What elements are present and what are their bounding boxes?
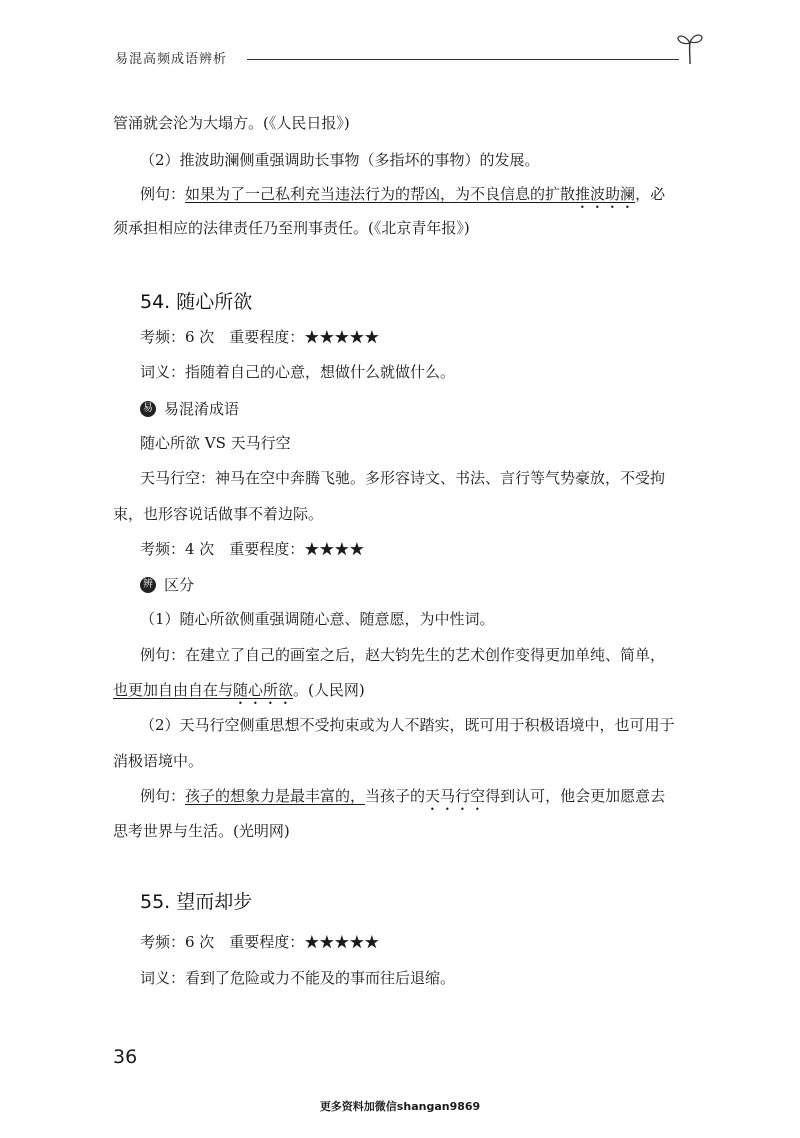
badge-label: 区分 (164, 576, 195, 594)
frequency-line: 考频：4 次 重要程度：★★★★ (140, 540, 365, 558)
underlined-clause: 孩子的想象力是最丰富的， (185, 787, 366, 805)
text-line: 须承担相应的法律责任乃至刑事责任。(《北京青年报》) (113, 219, 470, 237)
distinction-section-label (140, 574, 194, 595)
example-label: 例句： (140, 185, 186, 203)
idiom-heading-54: 54. 随心所欲 (140, 291, 253, 313)
text-line: （1）随心所欲侧重强调随心意、随意愿，为中性词。 (140, 610, 495, 628)
text-line: 例句：在建立了自己的画室之后，赵大钧先生的艺术创作变得更加单纯、简单， (140, 646, 666, 664)
sentence-tail: 得到认可，他会更加愿意去 (485, 787, 666, 805)
underlined-clause: 为不良信息的扩散 (455, 185, 576, 203)
header-rule (247, 59, 679, 60)
text-line: 天马行空：神马在空中奔腾飞驰。多形容诗文、书法、言行等气势豪放，不受拘 (140, 469, 666, 487)
definition-line: 词义：看到了危险或力不能及的事而往后退缩。 (140, 969, 456, 987)
example-sentence (113, 680, 365, 708)
running-header (115, 46, 705, 68)
idiom-heading-55: 55. 望而却步 (140, 891, 253, 913)
underlined-clause: 如果为了一己私利充当违法行为的帮凶， (185, 185, 456, 203)
comparison-line: 随心所欲 VS 天马行空 (140, 434, 291, 452)
example-label: 例句： (140, 787, 186, 805)
footer-note: 更多资料加微信shangan9869 (319, 1100, 481, 1113)
sentence-middle: 当孩子的 (365, 787, 426, 805)
underlined-clause: 也更加自由自在与 (113, 681, 234, 699)
text-line: （2）天马行空侧重思想不受拘束或为人不踏实，既可用于积极语境中，也可用于 (140, 716, 675, 734)
emphasized-idiom: 随心所欲 (233, 681, 294, 699)
emphasized-idiom: 推波助澜 (575, 185, 636, 203)
text-line: 思考世界与生活。(光明网) (113, 822, 290, 840)
text-line: （2）推波助澜侧重强调助长事物（多指坏的事物）的发展。 (140, 151, 540, 169)
example-sentence (140, 786, 665, 814)
distinction-icon: 辨 (140, 577, 156, 593)
confusable-section-label (140, 398, 239, 419)
frequency-line: 考频：6 次 重要程度：★★★★★ (140, 933, 380, 951)
frequency-line: 考频：6 次 重要程度：★★★★★ (140, 328, 380, 346)
emphasized-idiom: 天马行空 (425, 787, 486, 805)
page-number: 36 (113, 1046, 138, 1068)
sentence-tail: ，必 (635, 185, 666, 203)
confusable-icon: 易 (140, 401, 156, 417)
badge-label: 易混淆成语 (164, 400, 240, 418)
definition-line: 词义：指随着自己的心意，想做什么就做什么。 (140, 363, 456, 381)
text-line: 束，也形容说话做事不着边际。 (113, 505, 324, 523)
sprout-icon (675, 30, 705, 64)
sentence-tail: 。(人民网) (293, 681, 365, 699)
text-line: 管涌就会沦为大塌方。(《人民日报》) (113, 114, 350, 132)
header-title: 易混高频成语辨析 (115, 52, 228, 67)
example-sentence (140, 184, 665, 212)
text-line: 消极语境中。 (113, 752, 204, 770)
